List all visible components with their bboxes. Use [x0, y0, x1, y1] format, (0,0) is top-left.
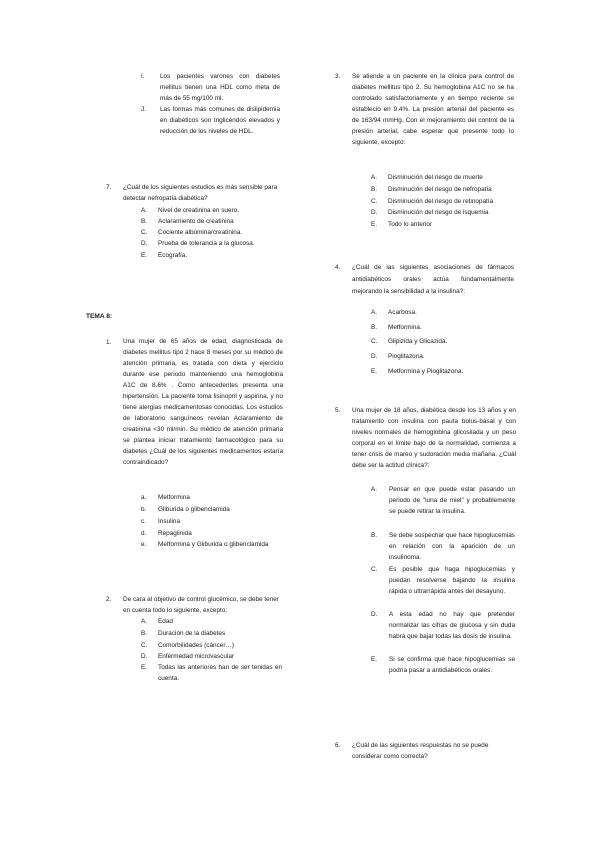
option-text: Enfermedad microvascular	[158, 653, 235, 660]
option-letter: B.	[371, 186, 378, 193]
option-text: Metformina.	[388, 324, 422, 331]
question-number: 6.	[335, 742, 341, 749]
option-text: Pioglitazona.	[388, 353, 425, 360]
question-text: ¿Cuál de las siguientes asociaciones de fármacos antidiabéticos orales actúa fundamentalmente mejorando la sensibilidad a la insulina?:	[352, 264, 514, 295]
option-letter: B.	[141, 218, 148, 225]
option-block	[141, 104, 281, 150]
question-text: ¿Cuál de las siguientes respuestas no se puede considerar como correcta?	[352, 742, 489, 760]
option-text: Disminución del riesgo de muerte	[388, 174, 483, 181]
option-letter: D.	[371, 353, 378, 360]
option-letter: D.	[141, 653, 148, 660]
option-a	[141, 616, 281, 627]
option-text: Gliburida o glibenclamida	[158, 506, 230, 513]
option-letter: D.	[371, 209, 378, 216]
option-letter: J.	[141, 106, 146, 113]
option-text: Glipizida y Glicazida.	[388, 338, 448, 345]
question-text: ¿Cuál de los siguientes estudios es más sensible para detectar nefropatía diabética?	[123, 184, 278, 202]
option-text: Los pacientes varones con diabetes mellitus tienen una HDL como meta de más de 55 mg/100 ml.	[160, 73, 280, 102]
option-letter: A.	[371, 486, 378, 493]
option-text: Aclaramiento de creatinina	[158, 218, 234, 225]
option-text: Disminución del riesgo de nefropatía	[388, 186, 492, 193]
option-letter: b.	[141, 506, 147, 513]
option-text: Prueba de tolerancia a la glucosa.	[158, 240, 255, 247]
question-number: 7.	[106, 184, 112, 191]
option-text: Acarbosa.	[388, 309, 417, 316]
option-letter: A.	[371, 309, 378, 316]
question-text: De cara al objetivo de control glucémico, se debe tener en cuenta todo lo siguiente, excepto:	[123, 596, 279, 614]
option-d	[371, 609, 516, 654]
option-text: Insulina	[158, 518, 181, 525]
option-a	[371, 307, 516, 318]
option-letter: a.	[141, 494, 147, 501]
option-b	[141, 216, 281, 227]
option-text: Disminución del riesgo de isquemia	[388, 209, 489, 216]
option-text: Las formas más comunes de dislipidemia en diabéticos son triglicéridos elevados y reducción de los niveles de HDL.	[160, 106, 280, 135]
option-d	[371, 207, 516, 218]
question-number: 2.	[106, 596, 112, 603]
option-a	[141, 205, 281, 216]
option-text: Repaglinida	[158, 530, 192, 537]
question-text: Una mujer de 65 años de edad, diagnosticada de diabetes mellitus tipo 2 hace 8 meses por su médico de atención primaria, es tratada con dieta y ejercicio durante ese periodo manteniendo una hemoglobina A1C de 8.6% . Como antecedentes presenta una hipertensión. La paciente toma lisinopril y aspirina, y no tiene alergias medicamentosas conocidas. Los estudios de laboratorio sanguíneos revelan Aclaramiento de creatinina <30 ml/min. Su médico de atención primaria se plantea iniciar tratamiento farmacológico para su diabetes ¿Cuál de los siguientes medicamentos estaría contraindicado?	[123, 338, 283, 466]
option-b	[141, 504, 281, 515]
option-text: Pensar en que puede estar pasando un periodo de "luna de miel" y probablemente se puede retirar la insulina.	[389, 486, 515, 515]
option-text: Duración de la diabetes	[158, 630, 226, 637]
option-c	[371, 564, 516, 609]
option-letter: B.	[371, 324, 378, 331]
option-text: Todo lo anterior	[388, 221, 433, 228]
option-letter: c.	[141, 518, 146, 525]
option-text: A esta edad no hay que pretender normalizar las cifras de glucosa y sin duda habrá que bajar todas las dosis de insulina.	[389, 611, 515, 640]
option-letter: I.	[141, 73, 145, 80]
option-a	[371, 484, 516, 529]
option-letter: A.	[371, 174, 378, 181]
option-e	[371, 366, 516, 377]
option-text: Se debe sospechar que hace hipoglucemias en relación con la aparición de un insulinoma.	[389, 532, 515, 561]
option-text: Es posible que haga hipoglucemias y puedan resolverse bajando la insulina rápida o ultrarrápida antes del desayuno.	[389, 566, 515, 595]
option-a	[141, 492, 281, 503]
section-heading: TEMA 8:	[86, 313, 113, 320]
option-letter: D.	[141, 240, 148, 247]
option-letter: E.	[141, 252, 148, 259]
question-text: Una mujer de 18 años, diabética desde los 13 años y en tratamiento con insulina con pauta bolus-basal y con niveles normales de hemoglobina glicosilada y un peso corporal en el límite bajo de la normalidad, comienza a tener crisis de mareo y sudoración media mañana. ¿Cuál debe ser la actitud clínica?:	[352, 407, 516, 469]
option-d	[141, 651, 281, 662]
option-e	[371, 654, 516, 688]
option-letter: E.	[371, 221, 378, 228]
option-e	[141, 662, 283, 686]
question-text: Se atiende a un paciente en la clínica para control de diabetes mellitus tipo 2. Su hemoglobina A1C no se ha controlado satisfactoriamente y en tiempo reciente se estableció en 9.4%. La presión arterial del paciente es de 163/94 mmHg. Con el mejoramiento del control de la presión arterial, cabe esperar que presente todo lo siguiente, excepto:	[352, 73, 514, 146]
question-number: 3.	[335, 73, 341, 80]
option-c	[141, 227, 281, 238]
option-e	[141, 539, 283, 563]
option-letter: C.	[371, 338, 378, 345]
option-c	[371, 336, 516, 347]
option-letter: E.	[371, 656, 378, 663]
option-text: Metformina	[158, 494, 190, 501]
option-text: Cociente albúmina/creatinina.	[158, 229, 243, 236]
question-number: 1.	[106, 339, 112, 346]
option-e	[371, 219, 516, 230]
option-letter: e.	[141, 541, 147, 548]
option-letter: A.	[141, 207, 148, 214]
option-letter: C.	[371, 566, 378, 573]
option-letter: A.	[141, 618, 148, 625]
option-c	[371, 196, 516, 207]
option-letter: D.	[371, 611, 378, 618]
option-text: Disminución del riesgo de retinopatía	[388, 198, 494, 205]
option-letter: E.	[371, 368, 378, 375]
option-e	[141, 250, 281, 261]
option-b	[141, 628, 281, 639]
option-text: Todas las anteriores han de ser tenidas en cuenta.	[158, 664, 282, 682]
option-text: Edad	[158, 618, 173, 625]
option-b	[371, 530, 516, 564]
option-text: Comorbilidades (cáncer…)	[158, 642, 235, 649]
option-letter: d.	[141, 530, 147, 537]
option-c	[141, 640, 281, 651]
option-b	[371, 184, 516, 195]
option-letter: E.	[141, 664, 148, 671]
option-a	[371, 172, 516, 183]
option-letter: B.	[371, 532, 378, 539]
option-letter: C.	[141, 642, 148, 649]
option-d	[141, 238, 281, 249]
option-text: Nivel de creatinina en suero.	[158, 207, 239, 214]
option-text: Si se confirma que hace hipoglucemias se podría pasar a antidiabéticos orales.	[389, 656, 515, 674]
option-letter: C.	[141, 229, 148, 236]
question-number: 5.	[335, 407, 341, 414]
question-number: 4.	[335, 264, 341, 271]
option-letter: B.	[141, 630, 148, 637]
option-text: Ecografía.	[158, 252, 188, 259]
option-text: Metformina y Gliburida o glibenclamida	[158, 541, 269, 548]
option-text: Metformina y Pioglitazona.	[388, 368, 464, 375]
option-block	[141, 71, 281, 107]
option-d	[371, 351, 516, 362]
option-d	[141, 528, 281, 539]
option-b	[371, 322, 516, 333]
option-letter: C.	[371, 198, 378, 205]
option-c	[141, 516, 281, 527]
